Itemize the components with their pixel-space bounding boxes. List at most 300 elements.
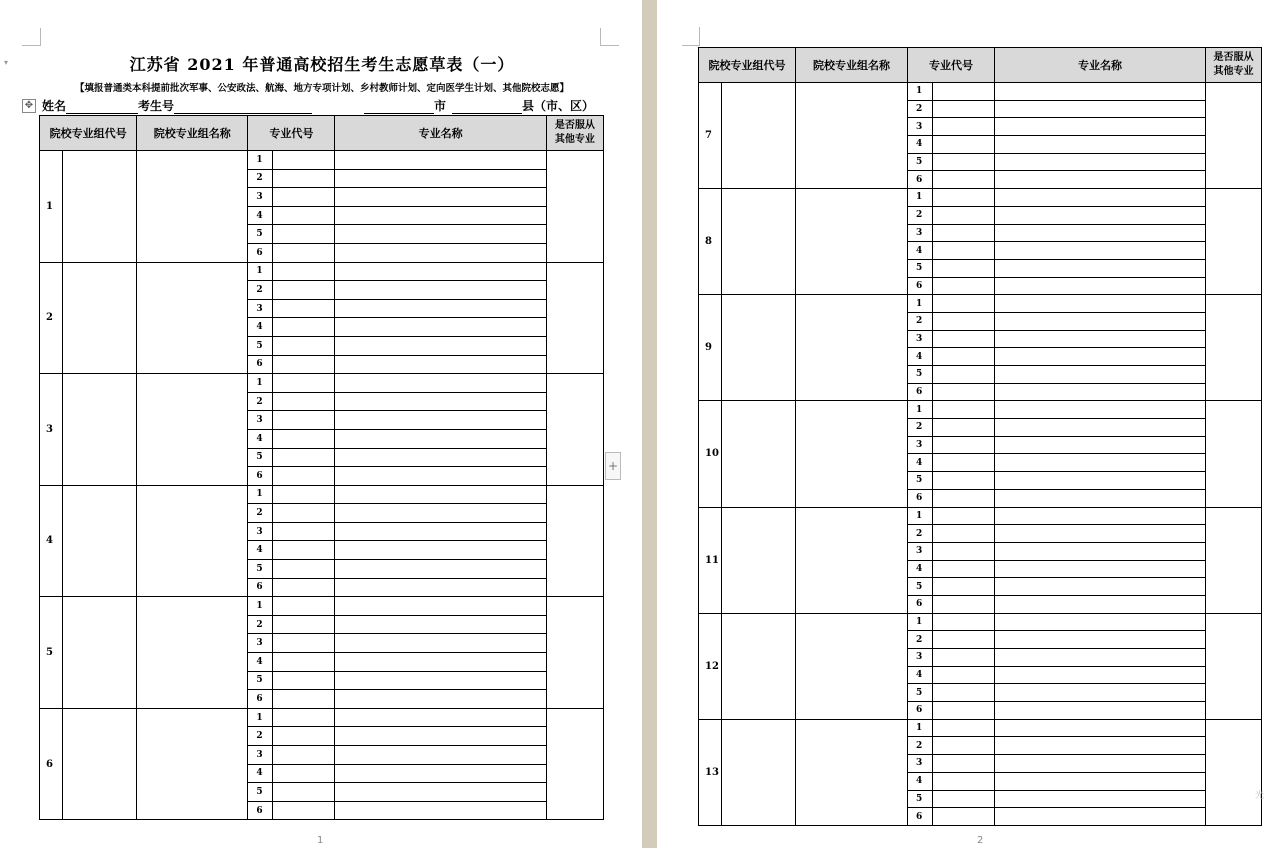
- exam-number-label: 考生号: [138, 99, 175, 113]
- major-code-cell[interactable]: [933, 578, 995, 596]
- major-code-cell[interactable]: [273, 597, 335, 616]
- major-name-cell[interactable]: [995, 719, 1206, 737]
- group-name-cell[interactable]: [137, 485, 248, 597]
- major-number: 1: [908, 295, 933, 313]
- major-code-cell[interactable]: [273, 355, 335, 374]
- major-name-cell[interactable]: [335, 671, 546, 690]
- group-index: 12: [699, 613, 722, 719]
- header-accept-other-line2: 其他专业: [554, 134, 595, 145]
- group-index: 2: [40, 262, 63, 374]
- group-code-cell[interactable]: [722, 189, 796, 295]
- major-code-cell[interactable]: [273, 708, 335, 727]
- group-code-cell[interactable]: [63, 485, 137, 597]
- group-name-cell[interactable]: [796, 189, 908, 295]
- group-index: 6: [40, 708, 63, 820]
- header-accept-other: [546, 116, 603, 151]
- major-name-cell[interactable]: [335, 355, 546, 374]
- major-name-cell[interactable]: [995, 631, 1206, 649]
- major-name-cell[interactable]: [995, 542, 1206, 560]
- accept-other-cell[interactable]: [546, 151, 603, 263]
- major-code-cell[interactable]: [933, 472, 995, 490]
- accept-other-cell[interactable]: [1206, 83, 1262, 189]
- major-name-cell[interactable]: [995, 242, 1206, 260]
- group-name-cell[interactable]: [137, 597, 248, 709]
- major-name-cell[interactable]: [335, 262, 546, 281]
- page-number: 1: [317, 835, 324, 846]
- accept-other-cell[interactable]: [1206, 613, 1262, 719]
- major-code-cell[interactable]: [273, 485, 335, 504]
- header-group-name: 院校专业组名称: [137, 116, 248, 151]
- exam-number-field[interactable]: [174, 101, 312, 114]
- major-code-cell[interactable]: [933, 631, 995, 649]
- header-accept-other-line2: 其他专业: [1213, 66, 1254, 77]
- header-major-name: 专业名称: [335, 116, 546, 151]
- margin-marker: ▾: [4, 58, 9, 67]
- major-name-cell[interactable]: [335, 653, 546, 672]
- group-name-cell[interactable]: [796, 401, 908, 507]
- major-code-cell[interactable]: [273, 262, 335, 281]
- major-code-cell[interactable]: [933, 613, 995, 631]
- major-name-cell[interactable]: [995, 790, 1206, 808]
- accept-other-cell[interactable]: [546, 485, 603, 597]
- major-number: 3: [248, 634, 273, 653]
- major-code-cell[interactable]: [933, 719, 995, 737]
- major-code-cell[interactable]: [933, 366, 995, 384]
- major-name-cell[interactable]: [995, 684, 1206, 702]
- header-accept-other-line1: 是否服从: [1213, 52, 1254, 63]
- major-name-cell[interactable]: [995, 136, 1206, 154]
- major-number: 2: [908, 100, 933, 118]
- group-index: 7: [699, 83, 722, 189]
- header-accept-other-line1: 是否服从: [554, 120, 595, 131]
- major-name-cell[interactable]: [995, 702, 1206, 720]
- major-code-cell[interactable]: [933, 542, 995, 560]
- major-name-cell[interactable]: [335, 448, 546, 467]
- major-number: 6: [908, 277, 933, 295]
- major-number: 1: [908, 507, 933, 525]
- accept-other-cell[interactable]: [546, 708, 603, 820]
- major-code-cell[interactable]: [273, 615, 335, 634]
- major-number: 6: [248, 578, 273, 597]
- major-code-cell[interactable]: [273, 392, 335, 411]
- major-number: 4: [248, 318, 273, 337]
- major-code-cell[interactable]: [273, 522, 335, 541]
- group-index: 10: [699, 401, 722, 507]
- major-name-cell[interactable]: [335, 374, 546, 393]
- group-index: 5: [40, 597, 63, 709]
- major-name-cell[interactable]: [995, 560, 1206, 578]
- major-code-cell[interactable]: [933, 595, 995, 613]
- major-name-cell[interactable]: [335, 188, 546, 207]
- major-code-cell[interactable]: [273, 169, 335, 188]
- major-row: [699, 401, 1262, 419]
- major-code-cell[interactable]: [273, 374, 335, 393]
- major-code-cell[interactable]: [273, 578, 335, 597]
- major-number: 6: [248, 467, 273, 486]
- group-code-cell[interactable]: [722, 507, 796, 613]
- accept-other-cell[interactable]: [546, 374, 603, 486]
- header-accept-other: [1206, 48, 1262, 83]
- major-code-cell[interactable]: [933, 153, 995, 171]
- major-name-cell[interactable]: [995, 737, 1206, 755]
- major-number: 5: [248, 336, 273, 355]
- group-code-cell[interactable]: [722, 83, 796, 189]
- major-code-cell[interactable]: [933, 330, 995, 348]
- group-code-cell[interactable]: [63, 708, 137, 820]
- major-number: 2: [248, 169, 273, 188]
- major-name-cell[interactable]: [335, 392, 546, 411]
- major-row: [40, 485, 604, 504]
- major-number: 5: [908, 366, 933, 384]
- major-name-cell[interactable]: [995, 259, 1206, 277]
- major-code-cell[interactable]: [933, 295, 995, 313]
- major-number: 6: [248, 690, 273, 709]
- major-number: 1: [248, 708, 273, 727]
- major-name-cell[interactable]: [995, 772, 1206, 790]
- major-name-cell[interactable]: [995, 525, 1206, 543]
- major-number: 1: [908, 719, 933, 737]
- major-name-cell[interactable]: [335, 318, 546, 337]
- major-code-cell[interactable]: [933, 171, 995, 189]
- major-code-cell[interactable]: [933, 348, 995, 366]
- major-name-cell[interactable]: [995, 312, 1206, 330]
- major-number: 4: [908, 454, 933, 472]
- major-row: [699, 507, 1262, 525]
- major-name-cell[interactable]: [335, 746, 546, 765]
- header-major-name: 专业名称: [995, 48, 1206, 83]
- major-row: [40, 597, 604, 616]
- accept-other-cell[interactable]: [546, 262, 603, 374]
- major-code-cell[interactable]: [273, 560, 335, 579]
- application-note: 【填报普通类本科提前批次军事、公安政法、航海、地方专项计划、乡村教师计划、定向医学生计划、其他院校志愿】: [74, 83, 569, 94]
- major-code-cell[interactable]: [273, 653, 335, 672]
- group-name-cell[interactable]: [796, 613, 908, 719]
- add-icon[interactable]: +: [605, 452, 621, 480]
- major-name-cell[interactable]: [995, 348, 1206, 366]
- major-row: [699, 83, 1262, 101]
- major-row: [40, 374, 604, 393]
- major-name-cell[interactable]: [335, 411, 546, 430]
- major-row: [699, 189, 1262, 207]
- group-index: 1: [40, 151, 63, 263]
- major-code-cell[interactable]: [273, 429, 335, 448]
- major-code-cell[interactable]: [273, 448, 335, 467]
- major-name-cell[interactable]: [335, 336, 546, 355]
- group-code-cell[interactable]: [63, 374, 137, 486]
- major-name-cell[interactable]: [335, 783, 546, 802]
- major-name-cell[interactable]: [995, 171, 1206, 189]
- header-group-code: 院校专业组代号: [699, 48, 796, 83]
- major-name-cell[interactable]: [335, 708, 546, 727]
- major-code-cell[interactable]: [933, 383, 995, 401]
- major-name-cell[interactable]: [335, 560, 546, 579]
- major-name-cell[interactable]: [995, 489, 1206, 507]
- major-number: 3: [248, 522, 273, 541]
- major-number: 2: [248, 727, 273, 746]
- major-name-cell[interactable]: [335, 634, 546, 653]
- major-code-cell[interactable]: [933, 83, 995, 101]
- major-number: 2: [908, 631, 933, 649]
- crop-mark: [600, 28, 619, 46]
- major-code-cell[interactable]: [933, 737, 995, 755]
- major-code-cell[interactable]: [273, 206, 335, 225]
- group-name-cell[interactable]: [796, 295, 908, 401]
- major-code-cell[interactable]: [273, 764, 335, 783]
- group-name-cell[interactable]: [137, 262, 248, 374]
- major-number: 3: [248, 188, 273, 207]
- major-name-cell[interactable]: [335, 690, 546, 709]
- major-code-cell[interactable]: [933, 525, 995, 543]
- major-name-cell[interactable]: [335, 764, 546, 783]
- major-number: 1: [908, 83, 933, 101]
- major-name-cell[interactable]: [335, 206, 546, 225]
- major-name-cell[interactable]: [335, 597, 546, 616]
- major-number: 4: [908, 560, 933, 578]
- accept-other-cell[interactable]: [1206, 189, 1262, 295]
- group-name-cell[interactable]: [796, 719, 908, 825]
- major-name-cell[interactable]: [335, 467, 546, 486]
- major-row: [699, 719, 1262, 737]
- major-code-cell[interactable]: [273, 467, 335, 486]
- major-name-cell[interactable]: [995, 419, 1206, 437]
- major-code-cell[interactable]: [273, 504, 335, 523]
- major-name-cell[interactable]: [995, 118, 1206, 136]
- city-label: 市: [434, 99, 447, 113]
- major-number: 1: [908, 401, 933, 419]
- major-code-cell[interactable]: [273, 671, 335, 690]
- major-name-cell[interactable]: [335, 485, 546, 504]
- major-code-cell[interactable]: [933, 808, 995, 826]
- major-name-cell[interactable]: [995, 330, 1206, 348]
- major-name-cell[interactable]: [995, 578, 1206, 596]
- major-name-cell[interactable]: [335, 225, 546, 244]
- major-code-cell[interactable]: [273, 188, 335, 207]
- major-row: [699, 613, 1262, 631]
- major-number: 1: [908, 613, 933, 631]
- major-row: [40, 151, 604, 170]
- major-number: 4: [248, 653, 273, 672]
- major-number: 6: [248, 801, 273, 820]
- major-number: 4: [248, 764, 273, 783]
- major-row: [40, 708, 604, 727]
- group-code-cell[interactable]: [722, 719, 796, 825]
- major-code-cell[interactable]: [933, 666, 995, 684]
- major-code-cell[interactable]: [933, 312, 995, 330]
- major-code-cell[interactable]: [933, 224, 995, 242]
- major-name-cell[interactable]: [335, 522, 546, 541]
- group-name-cell[interactable]: [796, 83, 908, 189]
- major-number: 3: [908, 330, 933, 348]
- page-number: 2: [977, 835, 984, 846]
- major-code-cell[interactable]: [933, 772, 995, 790]
- name-field[interactable]: [66, 101, 138, 114]
- group-code-cell[interactable]: [63, 151, 137, 263]
- major-code-cell[interactable]: [273, 541, 335, 560]
- major-code-cell[interactable]: [933, 489, 995, 507]
- major-number: 5: [908, 259, 933, 277]
- major-code-cell[interactable]: [933, 454, 995, 472]
- major-name-cell[interactable]: [335, 727, 546, 746]
- major-code-cell[interactable]: [933, 560, 995, 578]
- major-name-cell[interactable]: [995, 83, 1206, 101]
- major-code-cell[interactable]: [273, 281, 335, 300]
- major-name-cell[interactable]: [995, 224, 1206, 242]
- major-name-cell[interactable]: [335, 504, 546, 523]
- major-name-cell[interactable]: [995, 100, 1206, 118]
- accept-other-cell[interactable]: [546, 597, 603, 709]
- major-number: 2: [248, 392, 273, 411]
- major-code-cell[interactable]: [273, 746, 335, 765]
- accept-other-cell[interactable]: [1206, 719, 1262, 825]
- major-name-cell[interactable]: [995, 277, 1206, 295]
- major-code-cell[interactable]: [933, 755, 995, 773]
- major-code-cell[interactable]: [933, 702, 995, 720]
- major-name-cell[interactable]: [995, 507, 1206, 525]
- major-code-cell[interactable]: [933, 649, 995, 667]
- major-code-cell[interactable]: [273, 151, 335, 170]
- major-name-cell[interactable]: [335, 541, 546, 560]
- major-number: 2: [248, 281, 273, 300]
- major-code-cell[interactable]: [273, 225, 335, 244]
- major-name-cell[interactable]: [995, 295, 1206, 313]
- major-number: 6: [908, 383, 933, 401]
- group-code-cell[interactable]: [63, 262, 137, 374]
- major-number: 1: [908, 189, 933, 207]
- major-code-cell[interactable]: [933, 419, 995, 437]
- major-number: 4: [248, 541, 273, 560]
- major-code-cell[interactable]: [933, 507, 995, 525]
- major-name-cell[interactable]: [995, 383, 1206, 401]
- major-code-cell[interactable]: [273, 243, 335, 262]
- major-code-cell[interactable]: [933, 684, 995, 702]
- major-name-cell[interactable]: [335, 429, 546, 448]
- major-code-cell[interactable]: [933, 401, 995, 419]
- major-name-cell[interactable]: [335, 578, 546, 597]
- name-label: 姓名: [42, 99, 67, 113]
- major-name-cell[interactable]: [335, 151, 546, 170]
- major-number: 1: [248, 151, 273, 170]
- major-code-cell[interactable]: [273, 411, 335, 430]
- crop-mark: [22, 28, 41, 46]
- major-name-cell[interactable]: [335, 281, 546, 300]
- major-number: 6: [248, 243, 273, 262]
- major-number: 2: [908, 206, 933, 224]
- major-name-cell[interactable]: [995, 649, 1206, 667]
- major-number: 3: [908, 542, 933, 560]
- major-name-cell[interactable]: [995, 666, 1206, 684]
- major-code-cell[interactable]: [933, 189, 995, 207]
- volunteer-table-page-1: [39, 115, 604, 820]
- major-name-cell[interactable]: [995, 755, 1206, 773]
- major-number: 5: [248, 448, 273, 467]
- group-name-cell[interactable]: [137, 374, 248, 486]
- city-field[interactable]: [364, 101, 434, 114]
- county-field[interactable]: [452, 101, 522, 114]
- major-code-cell[interactable]: [933, 259, 995, 277]
- major-number: 6: [248, 355, 273, 374]
- major-number: 5: [908, 684, 933, 702]
- major-name-cell[interactable]: [335, 801, 546, 820]
- group-code-cell[interactable]: [722, 613, 796, 719]
- accept-other-cell[interactable]: [1206, 507, 1262, 613]
- major-name-cell[interactable]: [995, 366, 1206, 384]
- group-name-cell[interactable]: [796, 507, 908, 613]
- group-name-cell[interactable]: [137, 151, 248, 263]
- header-major-code: 专业代号: [248, 116, 335, 151]
- major-number: 2: [248, 615, 273, 634]
- major-code-cell[interactable]: [273, 783, 335, 802]
- group-code-cell[interactable]: [722, 295, 796, 401]
- major-name-cell[interactable]: [995, 206, 1206, 224]
- major-name-cell[interactable]: [335, 299, 546, 318]
- major-name-cell[interactable]: [995, 472, 1206, 490]
- major-name-cell[interactable]: [995, 189, 1206, 207]
- accept-other-cell[interactable]: [1206, 295, 1262, 401]
- table-move-handle-icon[interactable]: ✥: [22, 99, 36, 113]
- group-code-cell[interactable]: [722, 401, 796, 507]
- major-number: 3: [248, 299, 273, 318]
- major-code-cell[interactable]: [273, 318, 335, 337]
- major-code-cell[interactable]: [273, 299, 335, 318]
- major-name-cell[interactable]: [995, 436, 1206, 454]
- major-name-cell[interactable]: [335, 169, 546, 188]
- major-code-cell[interactable]: [933, 436, 995, 454]
- major-number: 3: [908, 436, 933, 454]
- major-name-cell[interactable]: [995, 454, 1206, 472]
- major-number: 4: [908, 242, 933, 260]
- major-number: 6: [908, 489, 933, 507]
- accept-other-cell[interactable]: [1206, 401, 1262, 507]
- major-number: 6: [908, 808, 933, 826]
- major-code-cell[interactable]: [933, 136, 995, 154]
- major-number: 2: [908, 312, 933, 330]
- major-name-cell[interactable]: [995, 808, 1206, 826]
- group-index: 11: [699, 507, 722, 613]
- major-code-cell[interactable]: [273, 336, 335, 355]
- major-code-cell[interactable]: [273, 801, 335, 820]
- major-code-cell[interactable]: [273, 727, 335, 746]
- major-number: 4: [908, 136, 933, 154]
- major-code-cell[interactable]: [933, 206, 995, 224]
- major-code-cell[interactable]: [273, 634, 335, 653]
- major-number: 2: [908, 525, 933, 543]
- major-code-cell[interactable]: [933, 100, 995, 118]
- major-code-cell[interactable]: [933, 242, 995, 260]
- major-number: 2: [908, 737, 933, 755]
- major-name-cell[interactable]: [995, 153, 1206, 171]
- major-name-cell[interactable]: [995, 613, 1206, 631]
- major-code-cell[interactable]: [933, 277, 995, 295]
- major-code-cell[interactable]: [273, 690, 335, 709]
- major-name-cell[interactable]: [995, 401, 1206, 419]
- major-row: [699, 295, 1262, 313]
- group-index: 9: [699, 295, 722, 401]
- group-name-cell[interactable]: [137, 708, 248, 820]
- major-name-cell[interactable]: [335, 615, 546, 634]
- major-code-cell[interactable]: [933, 118, 995, 136]
- major-number: 5: [248, 783, 273, 802]
- major-number: 3: [908, 118, 933, 136]
- major-name-cell[interactable]: [995, 595, 1206, 613]
- major-number: 5: [248, 671, 273, 690]
- group-code-cell[interactable]: [63, 597, 137, 709]
- major-number: 6: [908, 171, 933, 189]
- group-index: 13: [699, 719, 722, 825]
- major-number: 5: [248, 560, 273, 579]
- major-number: 5: [908, 578, 933, 596]
- major-name-cell[interactable]: [335, 243, 546, 262]
- major-code-cell[interactable]: [933, 790, 995, 808]
